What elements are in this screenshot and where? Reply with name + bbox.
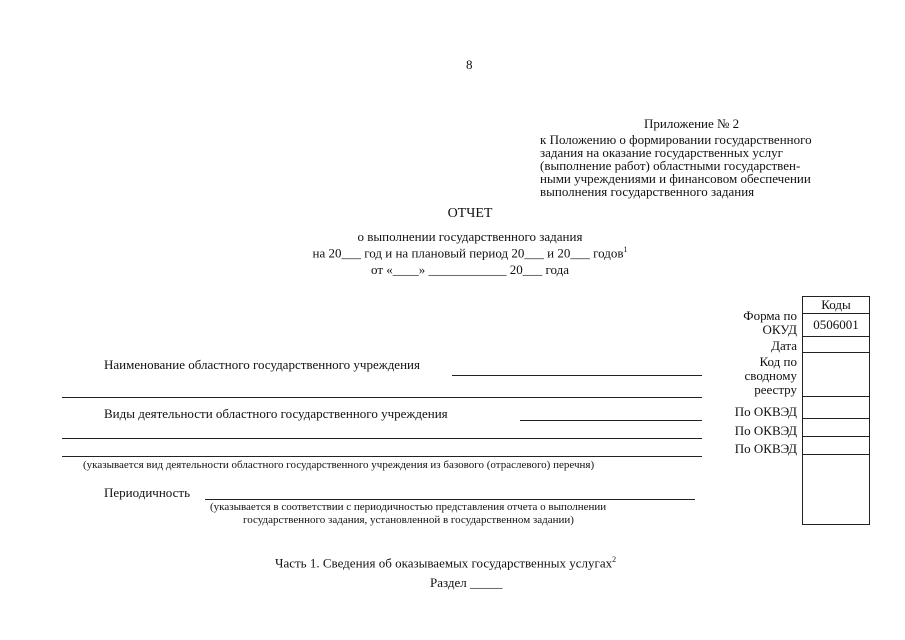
periodicity-input-line[interactable] — [205, 499, 695, 500]
report-line-2 — [0, 245, 905, 261]
report-line-1: о выполнении государственного задания — [357, 229, 583, 244]
date-code[interactable] — [803, 337, 870, 353]
section-label: Раздел _____ — [430, 575, 503, 590]
codes-table — [802, 296, 870, 525]
part-title — [275, 555, 616, 571]
appendix-title: Приложение № 2 — [644, 116, 740, 131]
okud-label: Форма по ОКУД — [743, 308, 797, 337]
appendix-line: к Положению о формировании государственного — [540, 132, 812, 147]
codes-header: Коды — [803, 297, 870, 314]
activities-input-line-2[interactable] — [62, 438, 702, 439]
institution-name-label: Наименование областного государственного учреждения — [104, 357, 420, 372]
activities-label: Виды деятельности областного государственного учреждения — [104, 406, 448, 421]
page-number: 8 — [466, 57, 473, 72]
date-label: Дата — [771, 338, 797, 353]
institution-name-input-line[interactable] — [452, 375, 702, 376]
periodicity-note-2: государственного задания, установленной в государственном задании) — [243, 514, 574, 526]
okud-code[interactable]: 0506001 — [803, 314, 870, 337]
activities-note: (указывается вид деятельности областного государственного учреждения из базового (отраслевого) перечня) — [83, 459, 595, 471]
okved-label-3: По ОКВЭД — [734, 441, 797, 456]
periodicity-label: Периодичность — [104, 485, 191, 500]
appendix-line: выполнения государственного задания — [540, 184, 755, 199]
okved-code-3[interactable] — [803, 437, 870, 455]
registry-label: Код по сводному реестру — [744, 354, 797, 397]
okved-code-2[interactable] — [803, 419, 870, 437]
appendix-line: ными учреждениями и финансовом обеспечении — [540, 171, 811, 186]
activities-input-line-3[interactable] — [62, 456, 702, 457]
okved-label-1: По ОКВЭД — [734, 404, 797, 419]
footnote-marker: 1 — [623, 245, 628, 254]
appendix-line: задания на оказание государственных услуг — [540, 145, 783, 160]
appendix-text — [540, 133, 812, 198]
activities-input-line[interactable] — [520, 420, 702, 421]
okved-label-2: По ОКВЭД — [734, 423, 797, 438]
codes-empty-cell — [803, 455, 870, 525]
institution-name-input-line-2[interactable] — [62, 397, 702, 398]
okved-code-1[interactable] — [803, 397, 870, 419]
periodicity-note-1: (указывается в соответствии с периодичностью представления отчета о выполнении — [210, 501, 607, 513]
registry-code[interactable] — [803, 353, 870, 397]
part-title-text: Часть 1. Сведения об оказываемых государственных услугах — [275, 555, 613, 571]
report-title: ОТЧЕТ — [447, 206, 493, 221]
report-period: на 20___ год и на плановый период 20___ и 20___ годов — [312, 245, 624, 261]
footnote-marker: 2 — [612, 555, 617, 564]
report-date-line: от «____» ____________ 20___ года — [370, 262, 570, 277]
appendix-line: (выполнение работ) областными государствен- — [540, 158, 801, 173]
